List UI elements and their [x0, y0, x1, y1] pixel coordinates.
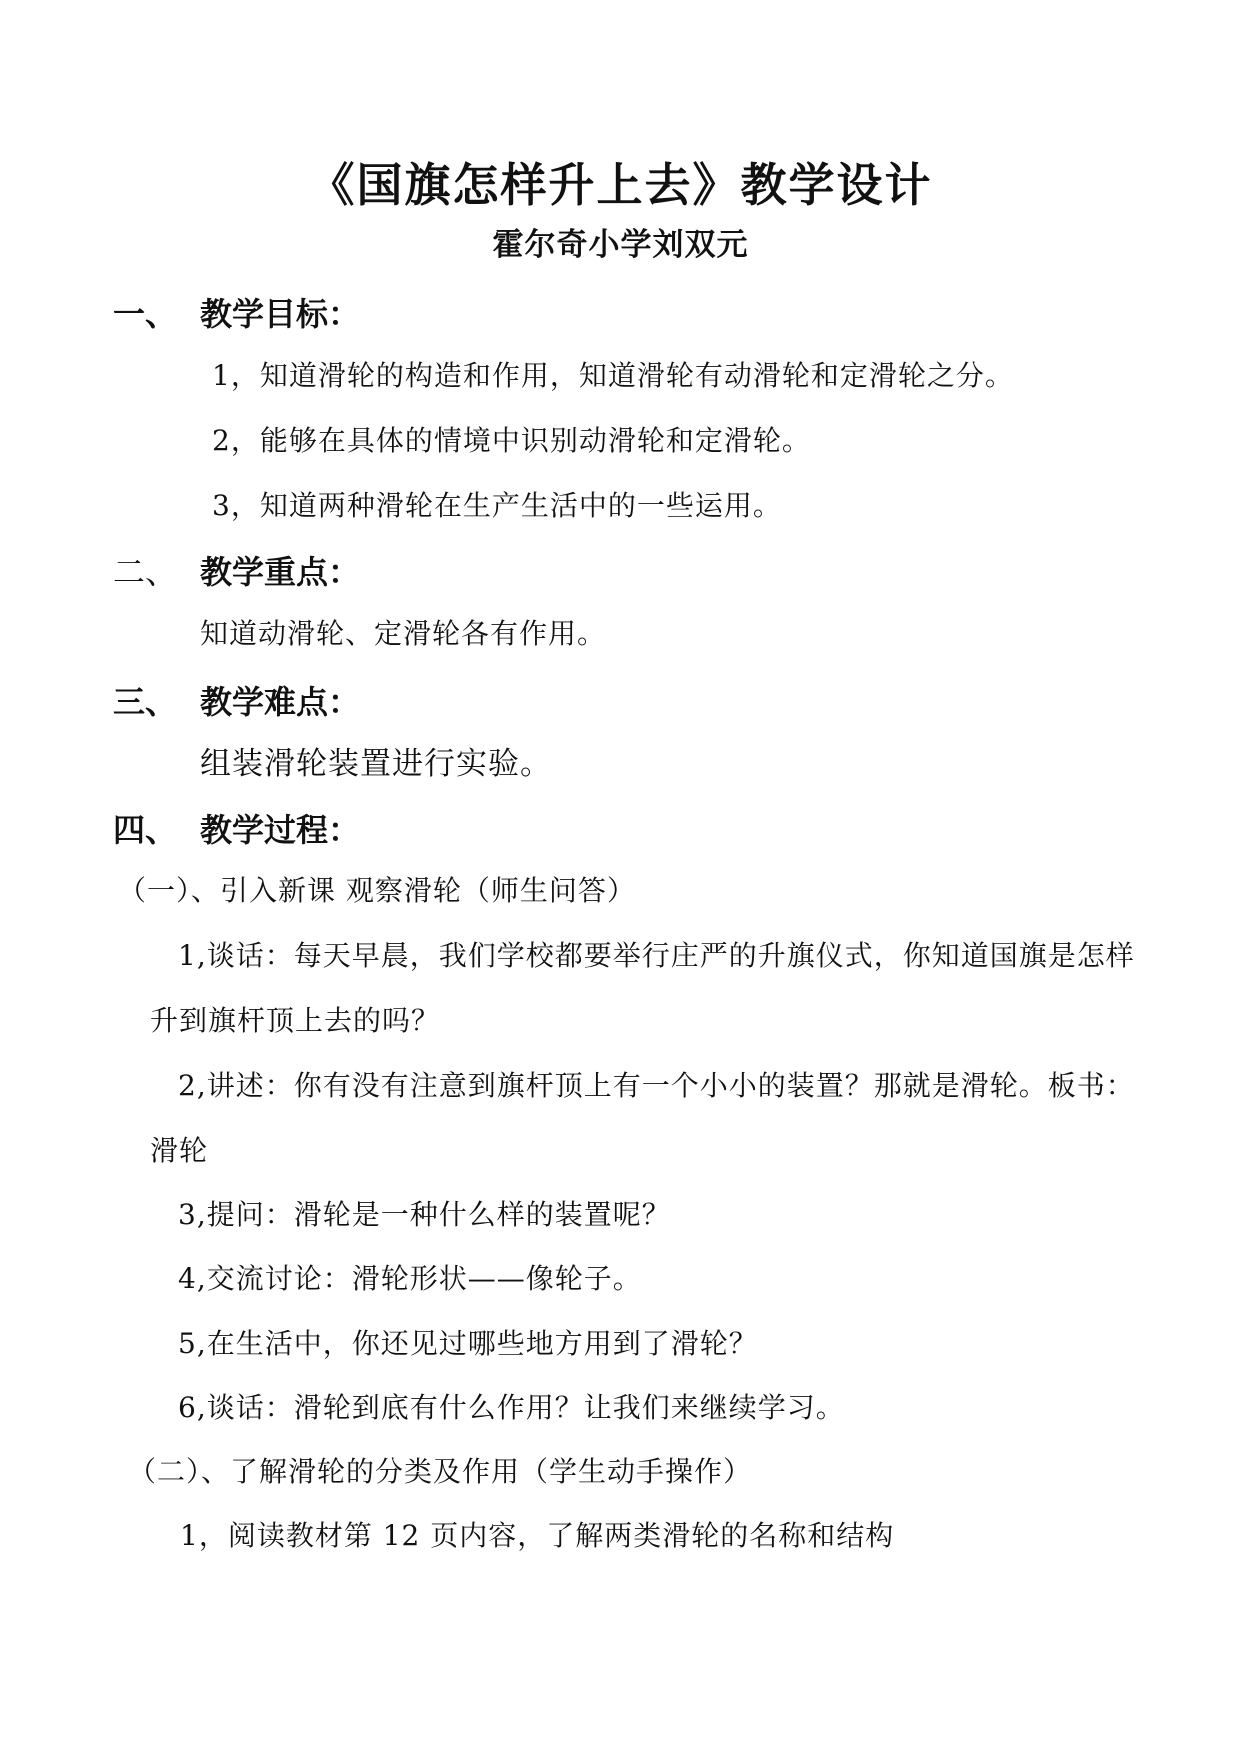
step-6: 6,谈话：滑轮到底有什么作用？让我们来继续学习。: [178, 1391, 845, 1424]
key-point-text: 知道动滑轮、定滑轮各有作用。: [200, 617, 607, 650]
document-author: 霍尔奇小学刘双元: [492, 227, 749, 263]
objective-item-1: 1，知道滑轮的构造和作用，知道滑轮有动滑轮和定滑轮之分。: [212, 359, 1014, 392]
difficulty-text: 组装滑轮装置进行实验。: [200, 746, 552, 782]
step-2-line-1: 2,讲述：你有没有注意到旗杆顶上有一个小小的装置？那就是滑轮。板书：: [178, 1069, 1135, 1102]
step-4: 4,交流讨论：滑轮形状——像轮子。: [178, 1262, 642, 1295]
part-2-step-1: 1，阅读教材第 12 页内容，了解两类滑轮的名称和结构: [180, 1519, 895, 1552]
section-3-heading: 教学难点：: [200, 683, 361, 721]
step-5: 5,在生活中，你还见过哪些地方用到了滑轮？: [178, 1327, 758, 1360]
step-2-line-2: 滑轮: [150, 1134, 209, 1167]
section-2-heading: 教学重点：: [200, 553, 361, 591]
step-1-line-1: 1,谈话：每天早晨，我们学校都要举行庄严的升旗仪式，你知道国旗是怎样: [178, 939, 1135, 972]
step-1-line-2: 升到旗杆顶上去的吗？: [150, 1004, 441, 1037]
section-4-number: 四、: [113, 811, 178, 849]
step-3: 3,提问：滑轮是一种什么样的装置呢？: [178, 1198, 671, 1231]
part-1-heading: （一）、引入新课 观察滑轮（师生问答）: [118, 874, 636, 907]
section-3-number: 三、: [113, 683, 178, 721]
part-2-heading: （二）、了解滑轮的分类及作用（学生动手操作）: [128, 1455, 753, 1488]
section-4-heading: 教学过程：: [200, 811, 361, 849]
objective-item-3: 3，知道两种滑轮在生产生活中的一些运用。: [212, 489, 782, 522]
objective-item-2: 2，能够在具体的情境中识别动滑轮和定滑轮。: [212, 424, 811, 457]
section-1-heading: 教学目标：: [200, 295, 361, 333]
section-2-number: 二、: [113, 553, 178, 591]
document-title: 《国旗怎样升上去》教学设计: [308, 158, 933, 212]
section-1-number: 一、: [113, 295, 178, 333]
